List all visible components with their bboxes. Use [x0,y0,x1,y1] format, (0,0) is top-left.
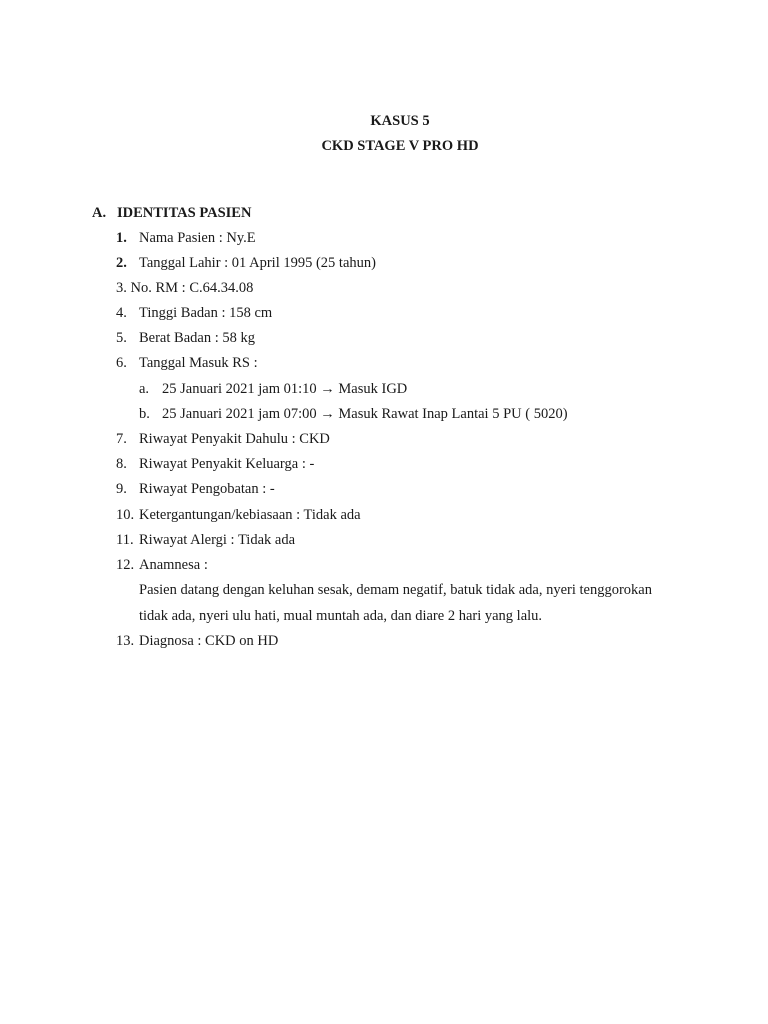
sub-item-text: 25 Januari 2021 jam 07:00 → Masuk Rawat Inap Lantai 5 PU ( 5020) [162,406,568,422]
anamnesa-text: Pasien datang dengan keluhan sesak, demam negatif, batuk tidak ada, nyeri tenggorokan [139,582,652,598]
section-letter: A. [92,205,107,221]
item-number: 8. [116,456,127,472]
anamnesa-text: tidak ada, nyeri ulu hati, mual muntah ada, dan diare 2 hari yang lalu. [139,608,543,624]
item-text: Riwayat Pengobatan : - [139,481,275,497]
item-number: 9. [116,481,127,497]
item-number: 13. [116,633,135,649]
item-text: Nama Pasien : Ny.E [139,230,256,246]
item-text: Berat Badan : 58 kg [139,330,255,346]
item-number: 10. [116,507,135,523]
item-number: 4. [116,305,127,321]
item-text: Tinggi Badan : 158 cm [139,305,273,321]
item-text: Diagnosa : CKD on HD [139,633,279,649]
sub-item-letter: b. [139,406,150,422]
item-number: 2. [116,255,127,271]
item-number: 7. [116,431,127,447]
item-text: Riwayat Penyakit Keluarga : - [139,456,315,472]
item-number: 12. [116,557,135,573]
item-text: Tanggal Masuk RS : [139,355,258,371]
document-subtitle: CKD STAGE V PRO HD [321,138,479,154]
sub-item-letter: a. [139,381,150,397]
item-number: 1. [116,230,127,246]
item-text: Tanggal Lahir : 01 April 1995 (25 tahun) [139,255,376,271]
item-text: Anamnesa : [139,557,208,573]
section-heading [92,205,251,222]
item-text: Riwayat Penyakit Dahulu : CKD [139,431,330,447]
document-title: KASUS 5 [370,113,430,129]
item-number: 5. [116,330,127,346]
item-number: 11. [116,532,134,548]
item-number: 3. No. RM : C.64.34.08 [116,280,254,296]
item-text: Riwayat Alergi : Tidak ada [139,532,296,548]
item-text: Ketergantungan/kebiasaan : Tidak ada [139,507,361,523]
section-title: IDENTITAS PASIEN [117,205,252,221]
sub-item-text: 25 Januari 2021 jam 01:10 → Masuk IGD [162,381,408,397]
item-number: 6. [116,355,127,371]
